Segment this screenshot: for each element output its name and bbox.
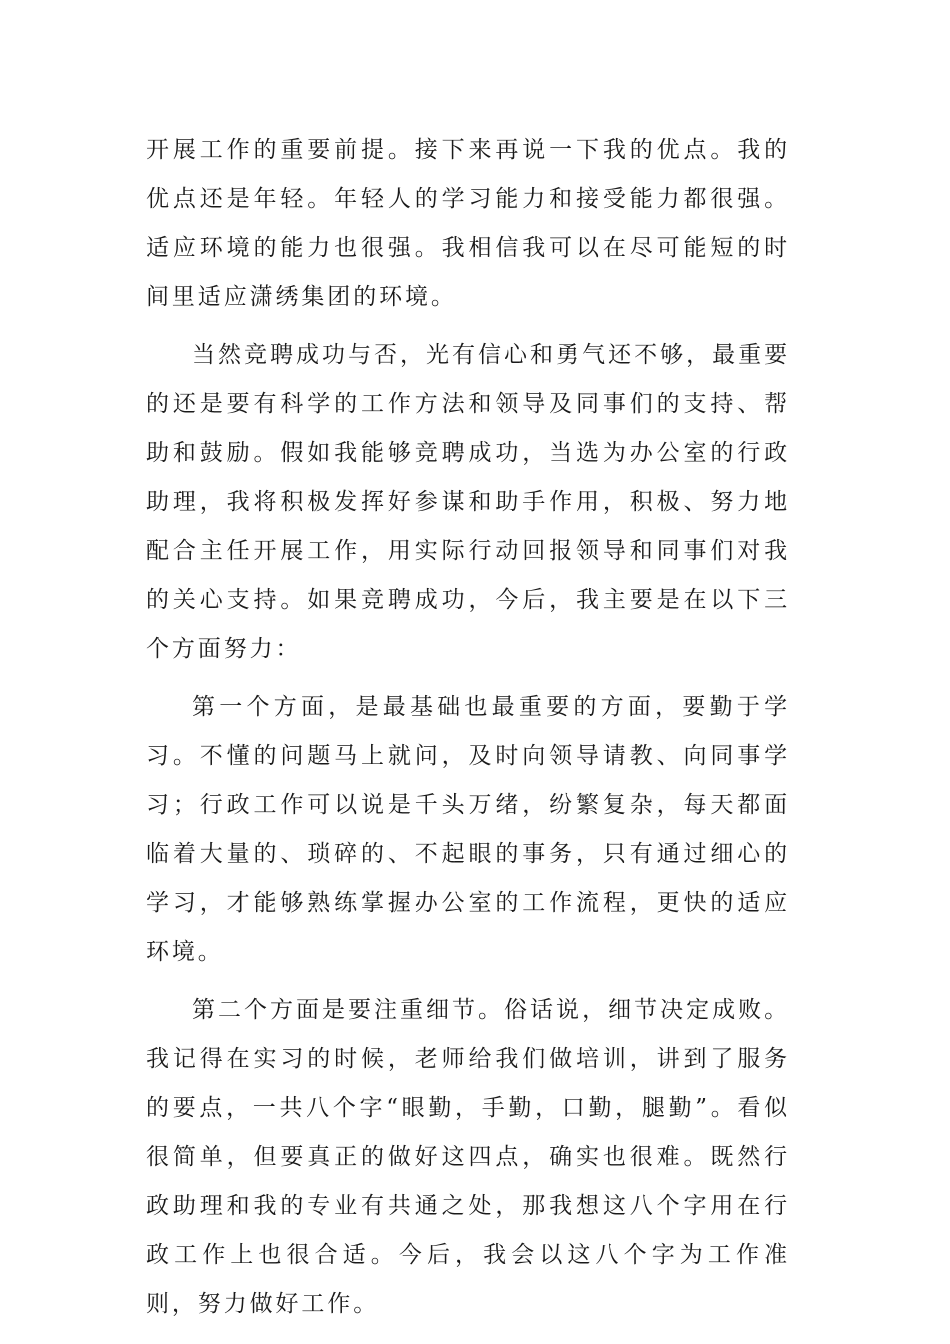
paragraph-1: 开展工作的重要前提。接下来再说一下我的优点。我的优点还是年轻。年轻人的学习能力和接受能力都很强。适应环境的能力也很强。我相信我可以在尽可能短的时间里适应潇绣集团的环境。 bbox=[146, 137, 790, 310]
document-body bbox=[146, 126, 790, 1338]
paragraph-2: 当然竞聘成功与否，光有信心和勇气还不够，最重要的还是要有科学的工作方法和领导及同事们的支持、帮助和鼓励。假如我能够竞聘成功，当选为办公室的行政助理，我将积极发挥好参谋和助手作用，积极、努力地配合主任开展工作，用实际行动回报领导和同事们对我的关心支持。如果竞聘成功，今后，我主要是在以下三个方面努力： bbox=[146, 342, 790, 662]
paragraph-3: 第一个方面，是最基础也最重要的方面，要勤于学习。不懂的问题马上就问，及时向领导请教、向同事学习；行政工作可以说是千头万绪，纷繁复杂，每天都面临着大量的、琐碎的、不起眼的事务，只有通过细心的学习，才能够熟练掌握办公室的工作流程，更快的适应环境。 bbox=[146, 694, 790, 965]
paragraph-4: 第二个方面是要注重细节。俗话说，细节决定成败。我记得在实习的时候，老师给我们做培训，讲到了服务的要点，一共八个字“眼勤，手勤，口勤，腿勤”。看似很简单，但要真正的做好这四点，确实也很难。既然行政助理和我的专业有共通之处，那我想这八个字用在行政工作上也很合适。今后，我会以这八个字为工作准则，努力做好工作。 bbox=[146, 997, 790, 1317]
